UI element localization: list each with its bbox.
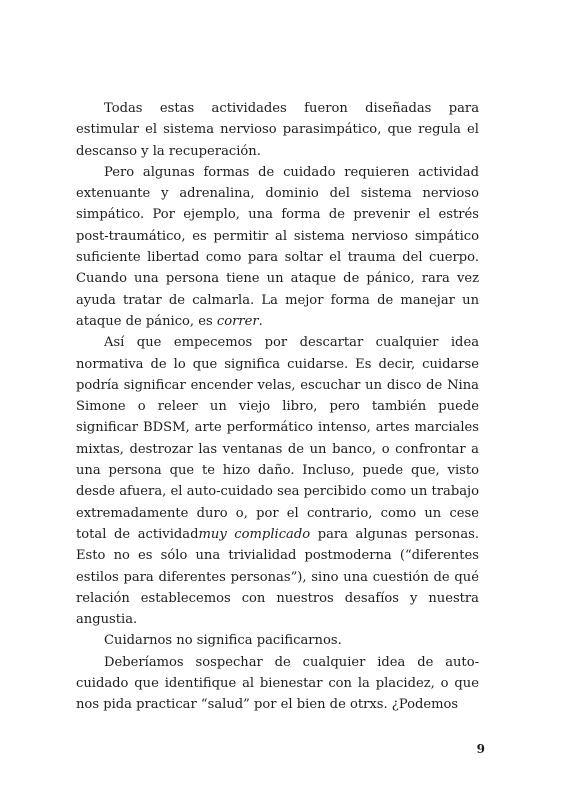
paragraph-2-text: Pero algunas formas de cuidado requieren actividad extenuante y adrenalina, dominio del sistema nervioso simpático. Por ejemplo, una forma de prevenir el estrés post-traumático, es permitir al sistema nervioso simpático suficiente libertad como para soltar el trauma del cuerpo. Cuando una persona tiene un ataque de pánico, rara vez ayuda tratar de calmarla. La mejor forma de manejar un ataque de pánico, es: [76, 164, 479, 329]
paragraph-3-end: para algunas personas. Esto no es sólo una trivialidad postmoderna (“diferentes estilos para diferentes personas”), sino una cuestión de qué relación establecemos con nuestros desafíos y nuestra angustia.: [76, 526, 480, 628]
paragraph-1-text: Todas estas actividades fueron diseñadas para estimular el sistema nervioso parasimpático, que regula el descanso y la recuperación.: [76, 101, 479, 159]
paragraph-3: [76, 332, 479, 630]
paragraph-5: [76, 652, 479, 716]
paragraph-3-emphasis: muy complicado: [198, 526, 311, 542]
paragraph-4: [76, 630, 479, 651]
body-text: [76, 98, 479, 716]
paragraph-5-text: Deberíamos sospechar de cualquier idea de auto-cuidado que identifique al bienestar con la placidez, o que nos pida practicar “salud” por el bien de otrxs. ¿Podemos: [76, 654, 479, 713]
paragraph-4-text: Cuidarnos no significa pacificarnos.: [104, 633, 342, 649]
page-number: 9: [476, 742, 485, 756]
paragraph-2-emphasis: correr: [216, 313, 259, 329]
paragraph-2: [76, 162, 479, 332]
paragraph-2-end: .: [258, 313, 263, 329]
paragraph-3-text: Así que empecemos por descartar cualquier idea normativa de lo que significa cuidarse. Es decir, cuidarse podría significar encender velas, escuchar un disco de Nina Simone o releer un viejo libro, pero también puede significar BDSM, arte performático intenso, artes marciales mixtas, destrozar las ventanas de un banco, o confrontar a una persona que te hizo daño. Incluso, puede que, visto desde afuera, el auto-cuidado sea percibido como un trabajo extremadamente duro o, por el contrario, como un cese total de actividad: [76, 335, 479, 542]
paragraph-1: [76, 98, 479, 162]
